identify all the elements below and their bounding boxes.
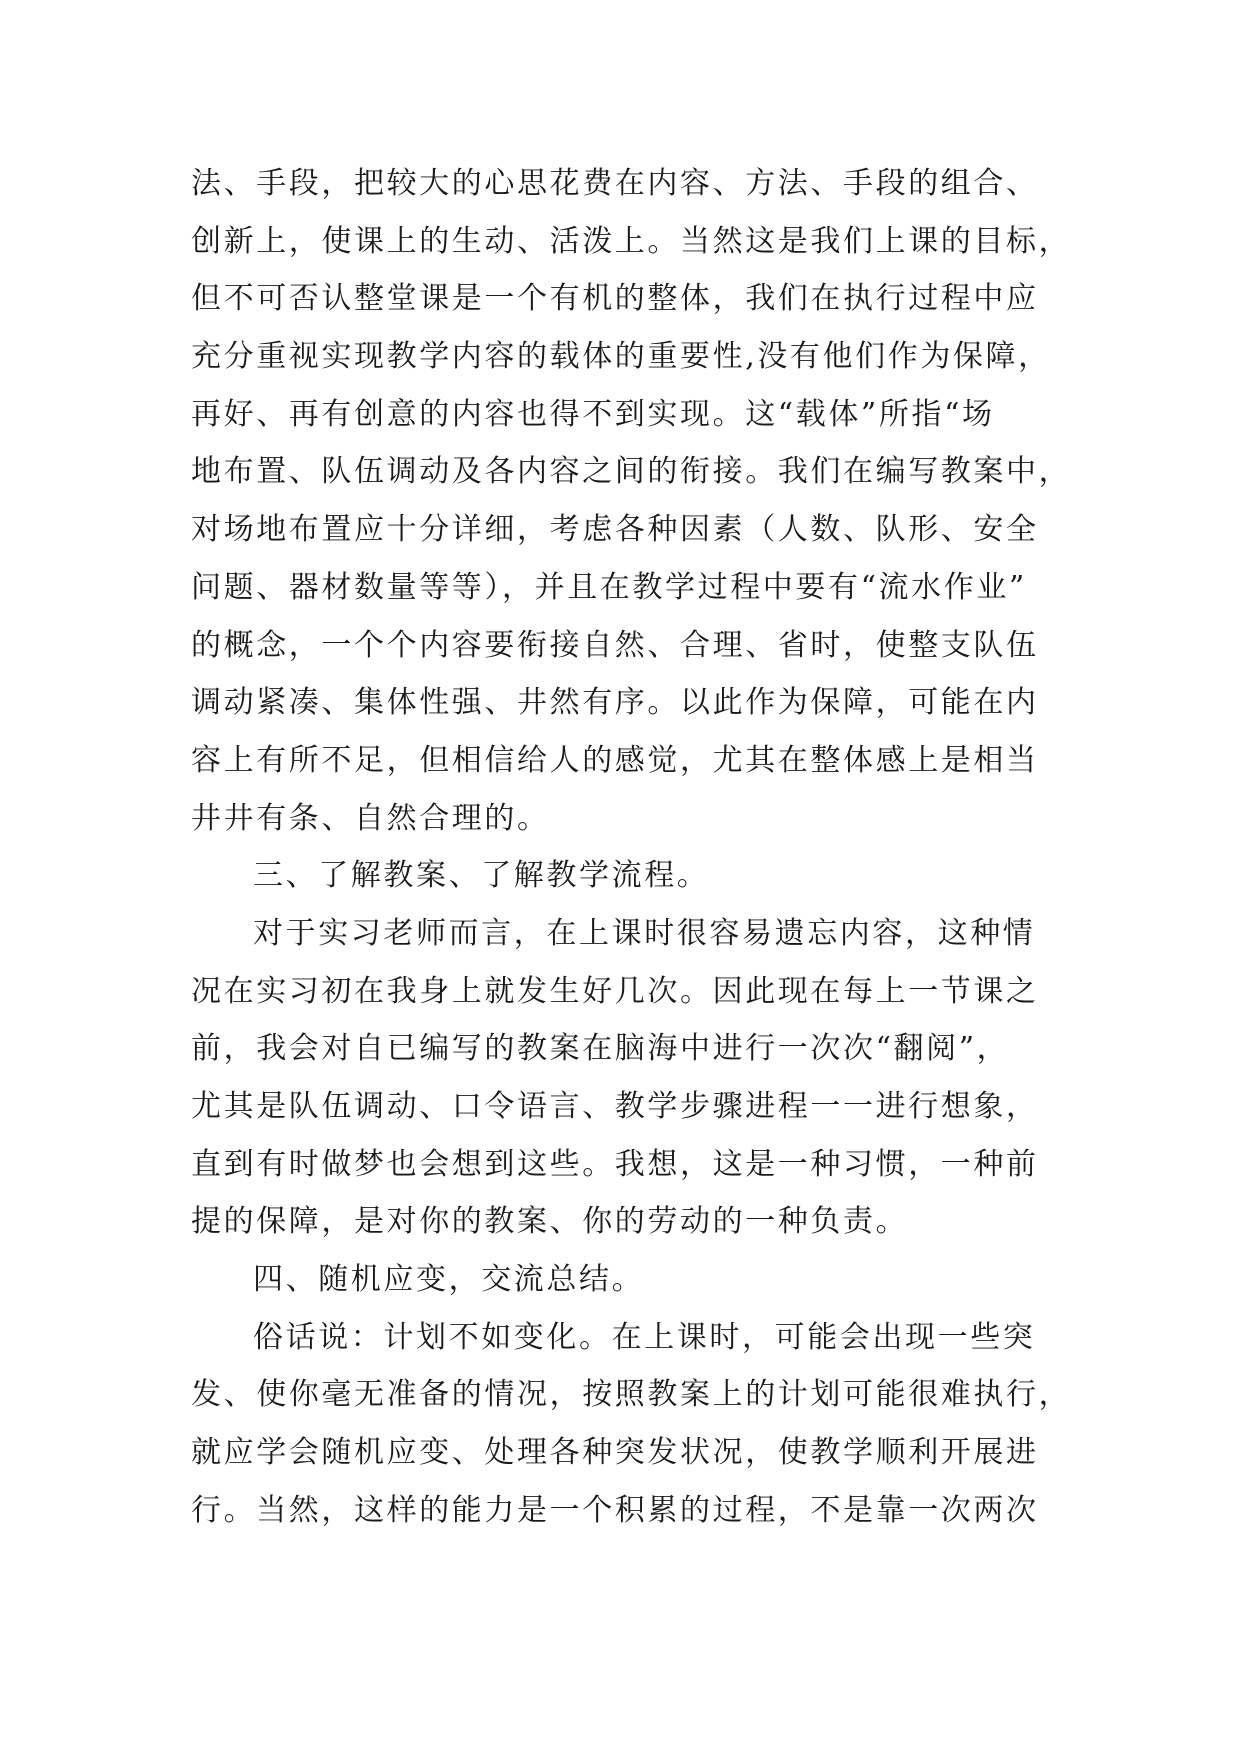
body-text [191,155,1071,1540]
section-heading: 四、随机应变，交流总结。 [253,1262,645,1298]
text-line: 俗话说：计划不如变化。在上课时，可能会出现一些突 [253,1319,1036,1355]
text-line: 就应学会随机应变、处理各种突发状况，使教学顺利开展进 [191,1435,1039,1471]
text-line: 但不可否认整堂课是一个有机的整体，我们在执行过程中应 [191,281,1039,317]
text-line: 创新上，使课上的生动、活泼上。当然这是我们上课的目标， [191,223,1072,259]
text-line: 行。当然，这样的能力是一个积累的过程，不是靠一次两次 [191,1492,1039,1528]
text-line: 调动紧凑、集体性强、井然有序。以此作为保障，可能在内 [191,685,1039,721]
text-line: 对于实习老师而言，在上课时很容易遗忘内容，这种情 [253,915,1036,951]
text-line: 井井有条、自然合理的。 [191,800,550,836]
text-line: 尤其是队伍调动、口令语言、教学步骤进程一一进行想象， [191,1089,1039,1124]
text-line: 况在实习初在我身上就发生好几次。因此现在每上一节课之 [191,973,1039,1009]
text-line: 再好、再有创意的内容也得不到实现。这“载体”所指“场 [191,396,995,432]
text-line: 前，我会对自已编写的教案在脑海中进行一次次“翻阅”， [191,1031,1010,1067]
text-line: 直到有时做梦也会想到这些。我想，这是一种习惯，一种前 [191,1146,1039,1182]
text-line: 的概念，一个个内容要衔接自然、合理、省时，使整支队伍 [191,627,1039,663]
text-line: 对场地布置应十分详细，考虑各种因素（人数、队形、安全 [191,512,1039,548]
text-line: 问题、器材数量等等），并且在教学过程中要有“流水作业” [191,569,1027,605]
text-line: 发、使你毫无准备的情况，按照教案上的计划可能很难执行， [191,1377,1072,1413]
text-line: 地布置、队伍调动及各内容之间的衔接。我们在编写教案中， [191,454,1072,490]
text-line: 容上有所不足，但相信给人的感觉，尤其在整体感上是相当 [191,742,1039,778]
text-line: 法、手段，把较大的心思花费在内容、方法、手段的组合、 [191,166,1039,201]
text-line: 提的保障，是对你的教案、你的劳动的一种负责。 [191,1204,909,1240]
section-heading: 三、了解教案、了解教学流程。 [253,858,710,894]
text-line: 充分重视实现教学内容的载体的重要性,没有他们作为保障， [191,339,1051,375]
